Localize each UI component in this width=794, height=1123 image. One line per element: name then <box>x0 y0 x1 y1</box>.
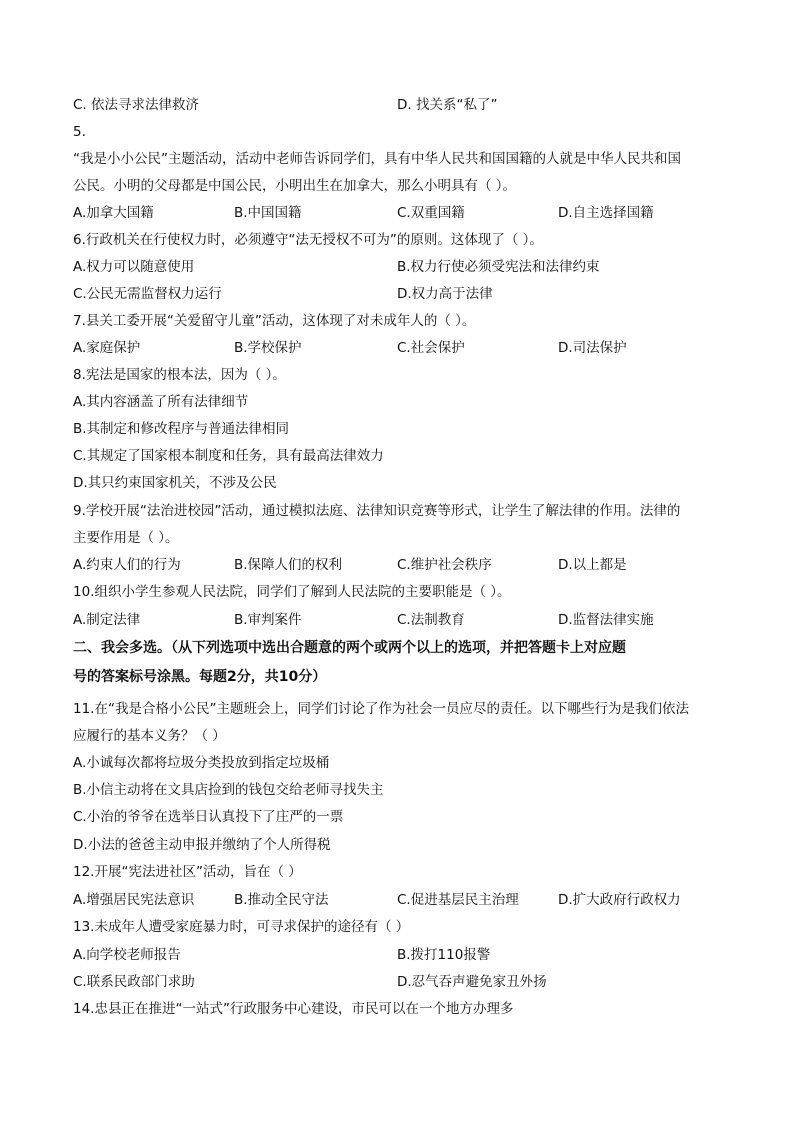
q12-option-b: B.推动全民守法 <box>234 892 329 908</box>
q12-stem: 12.开展“宪法进社区”活动，旨在（ ） <box>73 864 302 880</box>
q9-option-a: A.约束人们的行为 <box>73 557 181 573</box>
q6-option-b: B.权力行使必须受宪法和法律约束 <box>397 259 600 275</box>
q7-option-b: B.学校保护 <box>234 340 302 356</box>
q7-option-c: C.社会保护 <box>397 340 465 356</box>
q13-option-b: B.拨打110报警 <box>397 947 491 963</box>
q9-stem-line1: 9.学校开展“法治进校园”活动，通过模拟法庭、法律知识竞赛等形式，让学生了解法律的作用。法律的 <box>73 503 681 519</box>
q9-option-b: B.保障人们的权利 <box>234 557 343 573</box>
q9-option-c: C.维护社会秩序 <box>397 557 492 573</box>
q6-stem: 6.行政机关在行使权力时，必须遵守“法无授权不可为”的原则。这体现了（ ）。 <box>73 232 543 248</box>
q10-option-d: D.监督法律实施 <box>558 612 654 628</box>
q9-option-d: D.以上都是 <box>558 557 627 573</box>
q4-option-d: D. 找关系“私了” <box>397 97 498 113</box>
q10-option-b: B.审判案件 <box>234 612 302 628</box>
q5-option-b: B.中国国籍 <box>234 205 302 221</box>
q7-option-d: D.司法保护 <box>558 340 627 356</box>
q5-number: 5. <box>73 124 86 140</box>
q13-option-a: A.向学校老师报告 <box>73 947 181 963</box>
q9-stem-line2: 主要作用是（ ）。 <box>73 530 179 546</box>
q12-option-d: D.扩大政府行政权力 <box>558 892 681 908</box>
q5-option-a: A.加拿大国籍 <box>73 205 154 221</box>
q12-option-c: C.促进基层民主治理 <box>397 892 519 908</box>
q8-option-d: D.其只约束国家机关，不涉及公民 <box>73 475 277 491</box>
q10-stem: 10.组织小学生参观人民法院，同学们了解到人民法院的主要职能是（ ）。 <box>73 584 511 600</box>
q11-option-c: C.小治的爷爷在选举日认真投下了庄严的一票 <box>73 809 344 825</box>
q4-option-c: C. 依法寻求法律救济 <box>73 97 200 113</box>
q13-stem: 13.未成年人遭受家庭暴力时，可寻求保护的途径有（ ） <box>73 919 410 935</box>
q5-stem-line2: 公民。小明的父母都是中国公民，小明出生在加拿大，那么小明具有（ ）。 <box>73 178 517 194</box>
q5-option-d: D.自主选择国籍 <box>558 205 654 221</box>
q8-stem: 8.宪法是国家的根本法，因为（ ）。 <box>73 367 286 383</box>
q7-option-a: A.家庭保护 <box>73 340 141 356</box>
q12-option-a: A.增强居民宪法意识 <box>73 892 195 908</box>
q11-stem-line1: 11.在“我是合格小公民”主题班会上，同学们讨论了作为社会一员应尽的责任。以下哪些行为是我们依法 <box>73 701 689 717</box>
q10-option-a: A.制定法律 <box>73 612 141 628</box>
q7-stem: 7.县关工委开展“关爱留守儿童”活动，这体现了对未成年人的（ ）。 <box>73 313 476 329</box>
q11-option-a: A.小诚每次都将垃圾分类投放到指定垃圾桶 <box>73 755 330 771</box>
q5-stem-line1: “我是小小公民”主题活动，活动中老师告诉同学们，具有中华人民共和国国籍的人就是中华人民共和国 <box>73 151 681 167</box>
q8-option-c: C.其规定了国家根本制度和任务，具有最高法律效力 <box>73 448 384 464</box>
section2-heading-line2: 号的答案标号涂黑。每题2分，共10分） <box>73 669 327 685</box>
q6-option-c: C.公民无需监督权力运行 <box>73 286 222 302</box>
q14-stem: 14.忠县正在推进“一站式”行政服务中心建设，市民可以在一个地方办理多 <box>73 1001 514 1017</box>
section2-heading-line1: 二、我会多选。（从下列选项中选出合题意的两个或两个以上的选项，并把答题卡上对应题 <box>73 640 626 656</box>
q6-option-d: D.权力高于法律 <box>397 286 493 302</box>
q6-option-a: A.权力可以随意使用 <box>73 259 195 275</box>
q13-option-d: D.忍气吞声避免家丑外扬 <box>397 974 547 990</box>
q11-stem-line2: 应履行的基本义务？（ ） <box>73 728 226 744</box>
q11-option-b: B.小信主动将在文具店捡到的钱包交给老师寻找失主 <box>73 782 384 798</box>
q5-option-c: C.双重国籍 <box>397 205 465 221</box>
q11-option-d: D.小法的爸爸主动申报并缴纳了个人所得税 <box>73 837 331 853</box>
q13-option-c: C.联系民政部门求助 <box>73 974 195 990</box>
q8-option-a: A.其内容涵盖了所有法律细节 <box>73 394 249 410</box>
q8-option-b: B.其制定和修改程序与普通法律相同 <box>73 421 290 437</box>
q10-option-c: C.法制教育 <box>397 612 465 628</box>
